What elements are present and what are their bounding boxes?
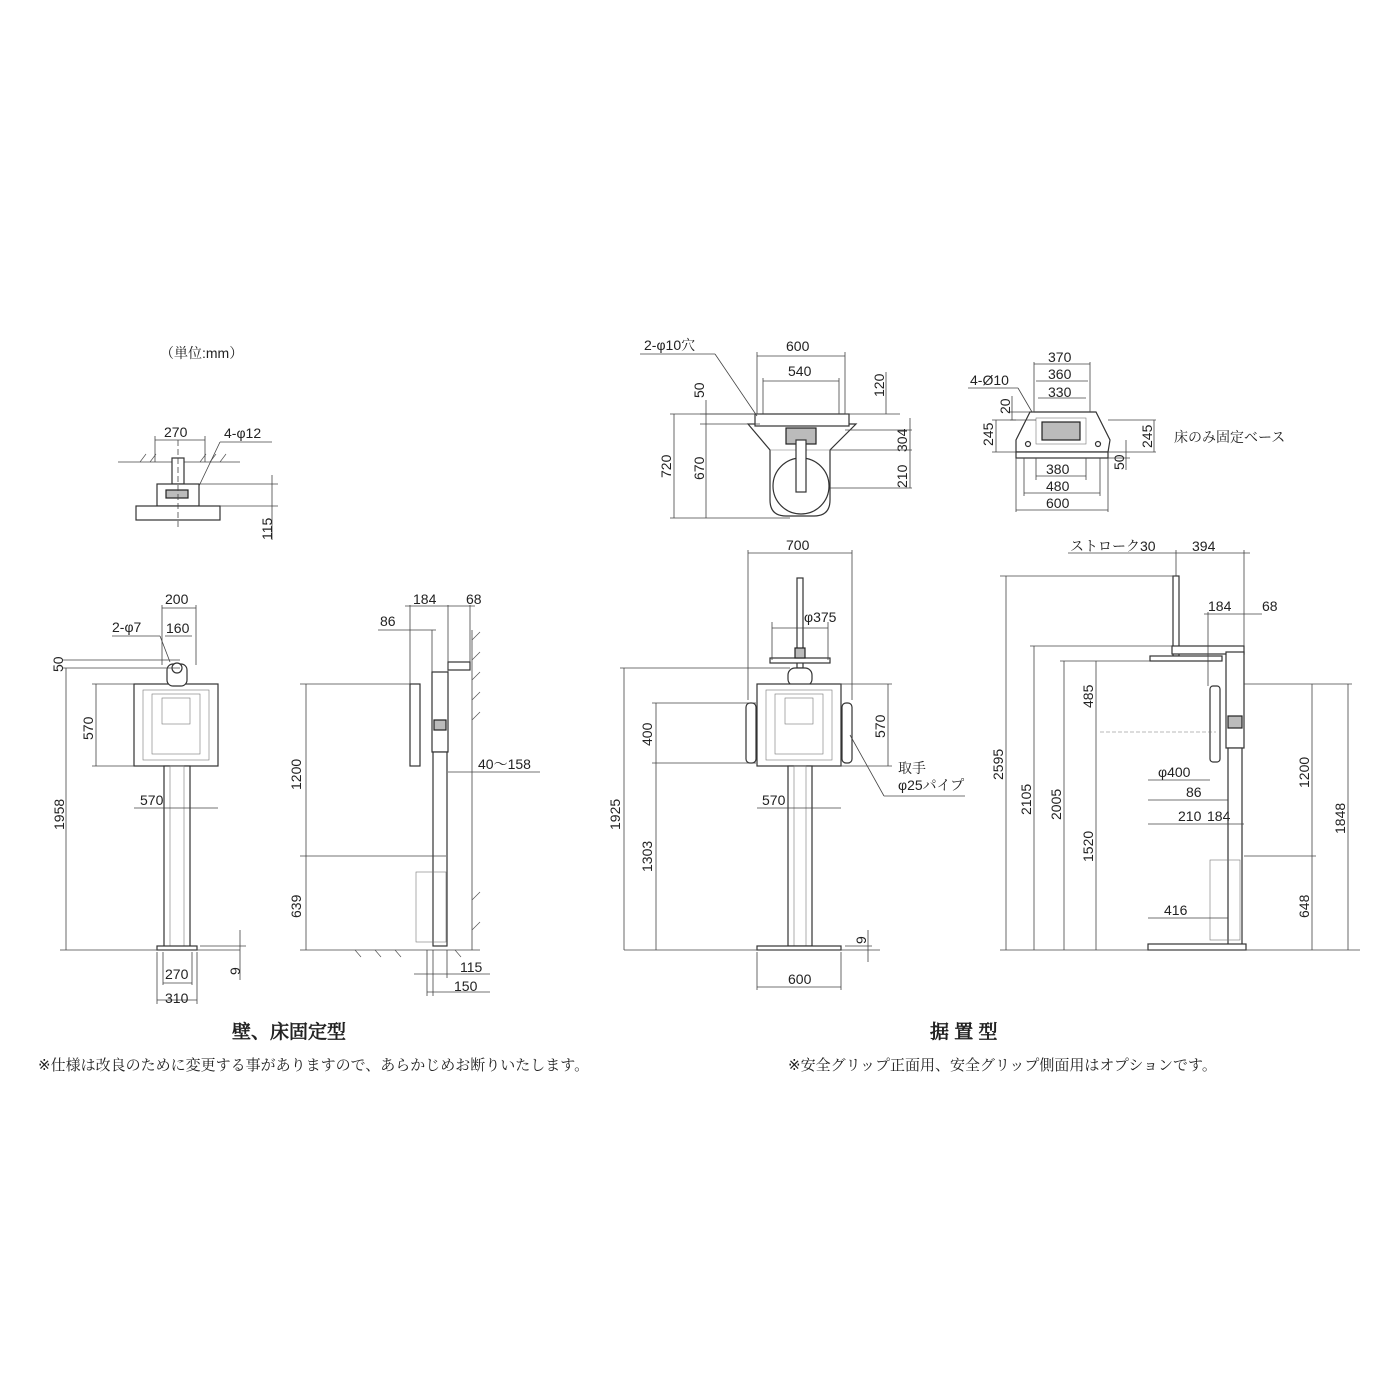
stand-top-view <box>640 337 912 518</box>
dim-86: 86 <box>1186 784 1202 800</box>
dim-360: 360 <box>1048 366 1072 382</box>
dim-416: 416 <box>1164 902 1188 918</box>
dim-639: 639 <box>288 894 304 918</box>
dim-2595: 2595 <box>990 748 1006 780</box>
dim-1520: 1520 <box>1080 830 1096 862</box>
dim-150: 150 <box>454 978 478 994</box>
dim-184: 184 <box>413 591 437 607</box>
dim-9: 9 <box>853 936 869 944</box>
wall-front-view <box>50 591 246 1006</box>
dim-480: 480 <box>1046 478 1070 494</box>
dim-670: 670 <box>691 456 707 480</box>
handle-label-1: 取手 <box>898 760 926 776</box>
unit-note: （単位:mm） <box>160 345 244 361</box>
dim-485: 485 <box>1080 684 1096 708</box>
dim-1200: 1200 <box>1296 756 1312 788</box>
dim-375: φ375 <box>804 609 837 625</box>
dim-600: 600 <box>788 971 812 987</box>
dim-1303: 1303 <box>639 840 655 872</box>
dim-120: 120 <box>871 373 887 397</box>
dim-184: 184 <box>1208 598 1232 614</box>
dim-400: 400 <box>639 722 655 746</box>
dim-68: 68 <box>466 591 482 607</box>
dim-hole: 4-φ12 <box>224 425 262 441</box>
dim-210: 210 <box>1178 808 1202 824</box>
dim-160: 160 <box>166 620 190 636</box>
title-wall-floor: 壁、床固定型 <box>232 1022 347 1043</box>
dim-570v: 570 <box>80 716 96 740</box>
stand-side-view <box>990 538 1360 950</box>
wall-top-view <box>118 424 278 540</box>
dim-700: 700 <box>786 537 810 553</box>
dim-210: 210 <box>894 464 910 488</box>
dim-648: 648 <box>1296 894 1312 918</box>
dim-50: 50 <box>50 656 66 672</box>
dim-1200: 1200 <box>288 758 304 790</box>
dim-hole: 4-Ø10 <box>970 372 1009 388</box>
dim-720: 720 <box>658 454 674 478</box>
dim-200: 200 <box>165 591 189 607</box>
base-top-view <box>968 349 1285 512</box>
dim-330: 330 <box>1048 384 1072 400</box>
dim-394: 394 <box>1192 538 1216 554</box>
base-label: 床のみ固定ベース <box>1174 429 1286 445</box>
dim-1958: 1958 <box>51 798 67 830</box>
dim-2005: 2005 <box>1048 788 1064 820</box>
dim-50: 50 <box>1111 454 1127 470</box>
dim-20: 20 <box>997 398 1013 414</box>
dim-hole: 2-φ7 <box>112 619 142 635</box>
dim-50: 50 <box>691 382 707 398</box>
dim-540: 540 <box>788 363 812 379</box>
dim-1848: 1848 <box>1332 802 1348 834</box>
dim-115: 115 <box>460 959 483 975</box>
dim-270: 270 <box>164 424 188 440</box>
title-stand: 据 置 型 <box>930 1022 998 1043</box>
dim-245l: 245 <box>980 422 996 446</box>
dim-2105: 2105 <box>1018 783 1034 815</box>
note-option-grips: ※安全グリップ正面用、安全グリップ側面用はオプションです。 <box>788 1057 1217 1074</box>
dim-570h: 570 <box>762 792 786 808</box>
dim-600: 600 <box>786 338 810 354</box>
dim-400: φ400 <box>1158 764 1191 780</box>
dim-380: 380 <box>1046 461 1070 477</box>
dim-86: 86 <box>380 613 396 629</box>
dim-115: 115 <box>259 517 275 540</box>
dim-9: 9 <box>227 967 243 975</box>
wall-side-view <box>288 591 540 996</box>
stand-front-view <box>607 537 965 990</box>
note-spec-change: ※仕様は改良のために変更する事がありますので、あらかじめお断りいたします。 <box>38 1057 590 1074</box>
dim-range: 40～158 <box>478 756 531 772</box>
dim-68: 68 <box>1262 598 1278 614</box>
dim-570h: 570 <box>140 792 164 808</box>
dim-570v: 570 <box>872 714 888 738</box>
dim-370: 370 <box>1048 349 1072 365</box>
dim-hole: 2-φ10穴 <box>644 337 696 353</box>
dim-1925: 1925 <box>607 798 623 830</box>
handle-label-2: φ25パイプ <box>898 777 965 793</box>
dim-304: 304 <box>894 428 910 452</box>
dim-stroke: ストローク30 <box>1070 538 1156 554</box>
dim-600: 600 <box>1046 495 1070 511</box>
dim-184b: 184 <box>1207 808 1231 824</box>
dim-270: 270 <box>165 966 189 982</box>
dim-245r: 245 <box>1139 424 1155 448</box>
dim-310: 310 <box>165 990 189 1006</box>
